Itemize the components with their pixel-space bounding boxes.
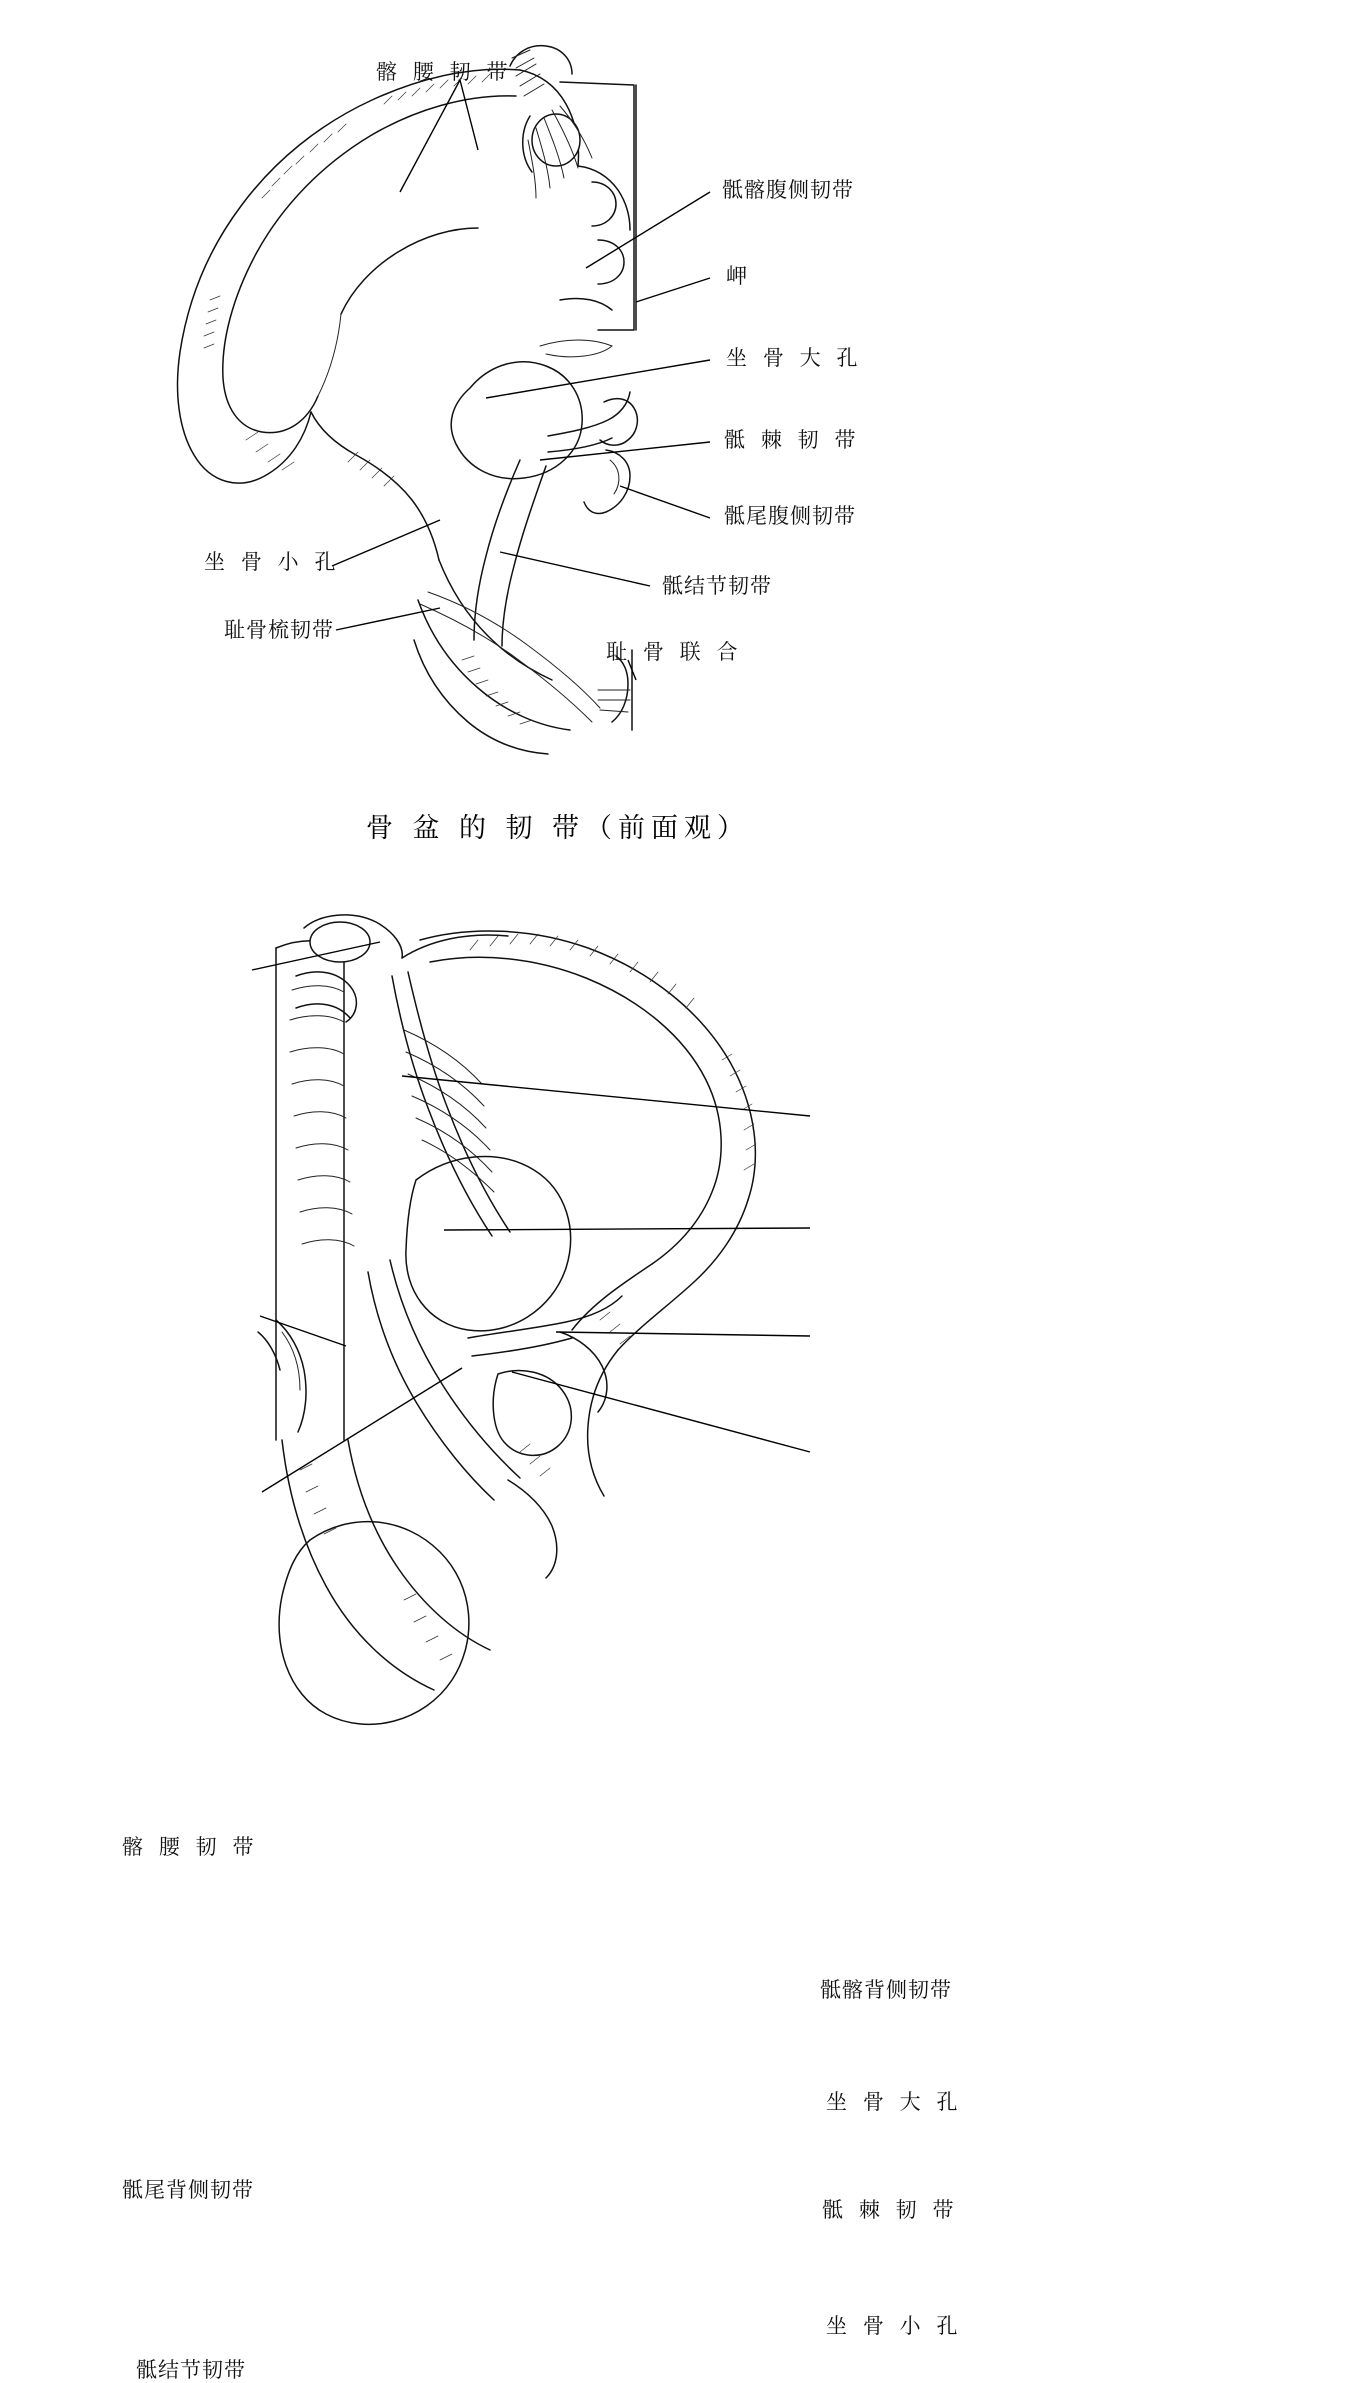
label-ventral-sacrococcygeal-ligament: 骶尾腹侧韧带 bbox=[724, 505, 856, 528]
label-sacrotuberous-ligament: 骶结节韧带 bbox=[662, 575, 772, 598]
label-dorsal-sacroiliac-ligament: 骶髂背侧韧带 bbox=[820, 1979, 952, 2002]
label-dorsal-sacrococcygeal-ligament: 骶尾背侧韧带 bbox=[122, 2179, 254, 2202]
figure-pelvis-anterior bbox=[0, 0, 1346, 800]
label-sacrospinous-ligament: 骶 棘 韧 带 bbox=[724, 429, 861, 452]
figure-pelvis-posterior bbox=[0, 880, 1346, 2382]
label-greater-sciatic-foramen-posterior: 坐 骨 大 孔 bbox=[826, 2091, 963, 2114]
anterior-drawing bbox=[0, 0, 1346, 800]
figure-caption: 骨 盆 的 韧 带（前面观） bbox=[366, 813, 751, 843]
label-pectineal-ligament: 耻骨梳韧带 bbox=[224, 619, 334, 642]
label-iliolumbar-ligament: 髂 腰 韧 带 bbox=[376, 61, 513, 84]
label-pubic-symphysis: 耻 骨 联 合 bbox=[606, 641, 743, 664]
label-sacrotuberous-ligament-posterior: 骶结节韧带 bbox=[136, 2359, 246, 2382]
label-ventral-sacroiliac-ligament: 骶髂腹侧韧带 bbox=[722, 179, 854, 202]
posterior-drawing bbox=[0, 880, 1346, 1969]
label-lesser-sciatic-foramen-posterior: 坐 骨 小 孔 bbox=[826, 2315, 963, 2338]
label-lesser-sciatic-foramen: 坐 骨 小 孔 bbox=[204, 551, 341, 574]
label-promontory: 岬 bbox=[726, 265, 748, 288]
label-iliolumbar-ligament-posterior: 髂 腰 韧 带 bbox=[122, 1836, 259, 1859]
label-greater-sciatic-foramen: 坐 骨 大 孔 bbox=[726, 347, 863, 370]
label-sacrospinous-ligament-posterior: 骶 棘 韧 带 bbox=[822, 2199, 959, 2222]
